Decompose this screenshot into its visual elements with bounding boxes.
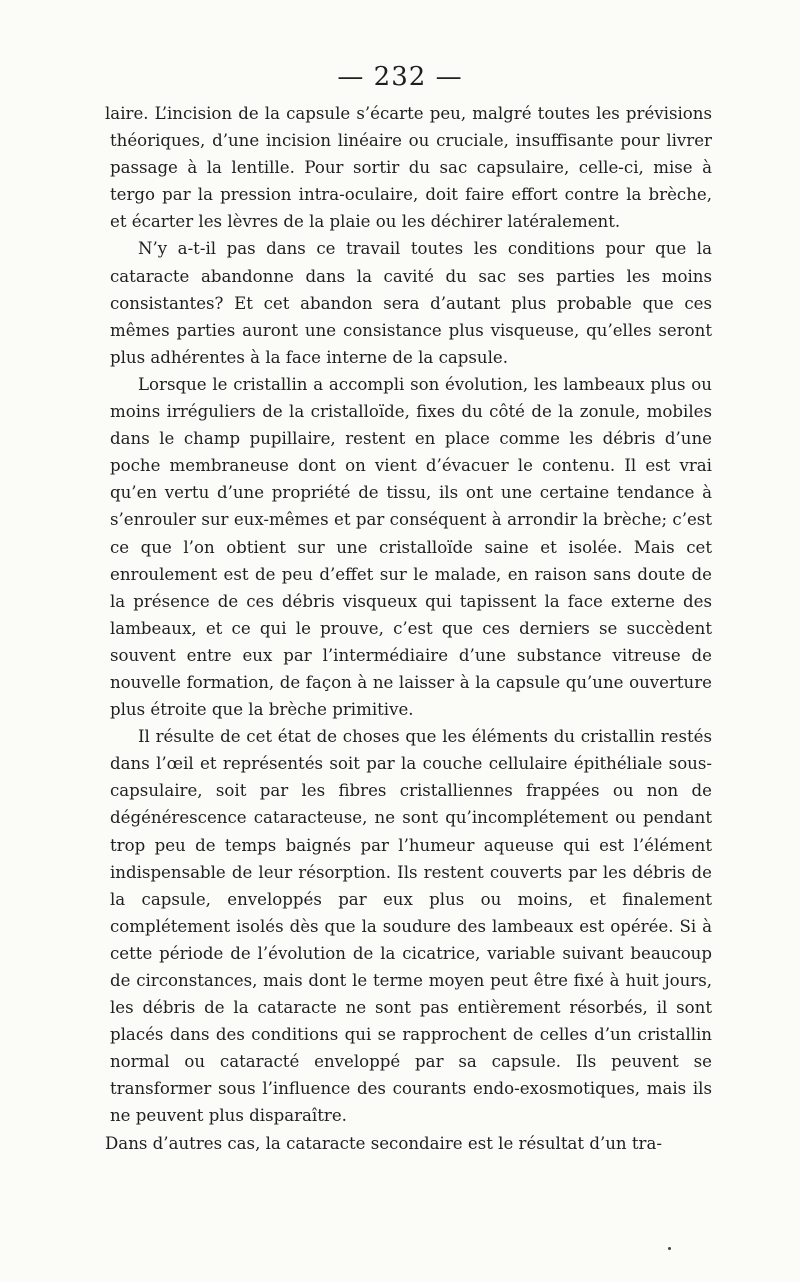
paragraph-5: Dans d’autres cas, la cataracte secondaire est le résultat d’un tra- [105, 1133, 662, 1153]
paragraph-2: N’y a-t-il pas dans ce travail toutes les conditions pour que la cataracte abandonne dans la cavité du sac ses parties les moins consistantes? Et cet abandon sera d’autant plus probable que ces mêmes parties auront une consistance plus visqueuse, qu’elles seront plus adhérentes à la face interne de la capsule. [110, 239, 712, 367]
page-number: — 232 — [337, 62, 463, 92]
paragraph-3: Lorsque le cristallin a accompli son évolution, les lambeaux plus ou moins irréguliers de la cristalloïde, fixes du côté de la zonule, mobiles dans le champ pupillaire, restent en place comme les débris d’une poche membraneuse dont on vient d’évacuer le contenu. Il est vrai qu’en vertu d’une propriété de tissu, ils ont une certaine tendance à s’enrouler sur eux-mêmes et par conséquent à arrondir la brèche; c’est ce que l’on obtient sur une cristalloïde saine et isolée. Mais cet enroulement est de peu d’effet sur le malade, en raison sans doute de la présence de ces débris visqueux qui tapissent la face externe des lambeaux, et ce qui le prouve, c’est que ces derniers se succèdent souvent entre eux par l’intermédiaire d’une substance vitreuse de nouvelle formation, de façon à ne laisser à la capsule qu’une ouverture plus étroite que la brèche primitive. [110, 374, 712, 720]
print-speck [668, 1247, 671, 1250]
paragraph-1: laire. L’incision de la capsule s’écarte peu, malgré toutes les prévisions théoriques, d’une incision linéaire ou cruciale, insuffisante pour livrer passage à la lentille. Pour sortir du sac capsulaire, celle-ci, mise à tergo par la pression intra-oculaire, doit faire effort contre la brèche, et écarter les lèvres de la plaie ou les déchirer latéralement. [105, 104, 712, 232]
text-block [105, 100, 712, 1157]
paragraph-4: Il résulte de cet état de choses que les éléments du cristallin restés dans l’œil et représentés soit par la couche cellulaire épithéliale sous-capsulaire, soit par les fibres cristalliennes frappées ou non de dégénérescence cataracteuse, ne sont qu’incomplétement ou pendant trop peu de temps baignés par l’humeur aqueuse qui est l’élément indispensable de leur résorption. Ils restent couverts par les débris de la capsule, enveloppés par eux plus ou moins, et finalement complétement isolés dès que la soudure des lambeaux est opérée. Si à cette période de l’évolution de la cicatrice, variable suivant beaucoup de circonstances, mais dont le terme moyen peut être fixé à huit jours, les débris de la cataracte ne sont pas entièrement résorbés, il sont placés dans des conditions qui se rapprochent de celles d’un cristallin normal ou cataracté enveloppé par sa capsule. Ils peuvent se transformer sous l’influence des courants endo-exosmotiques, mais ils ne peuvent plus disparaître. [110, 727, 712, 1126]
